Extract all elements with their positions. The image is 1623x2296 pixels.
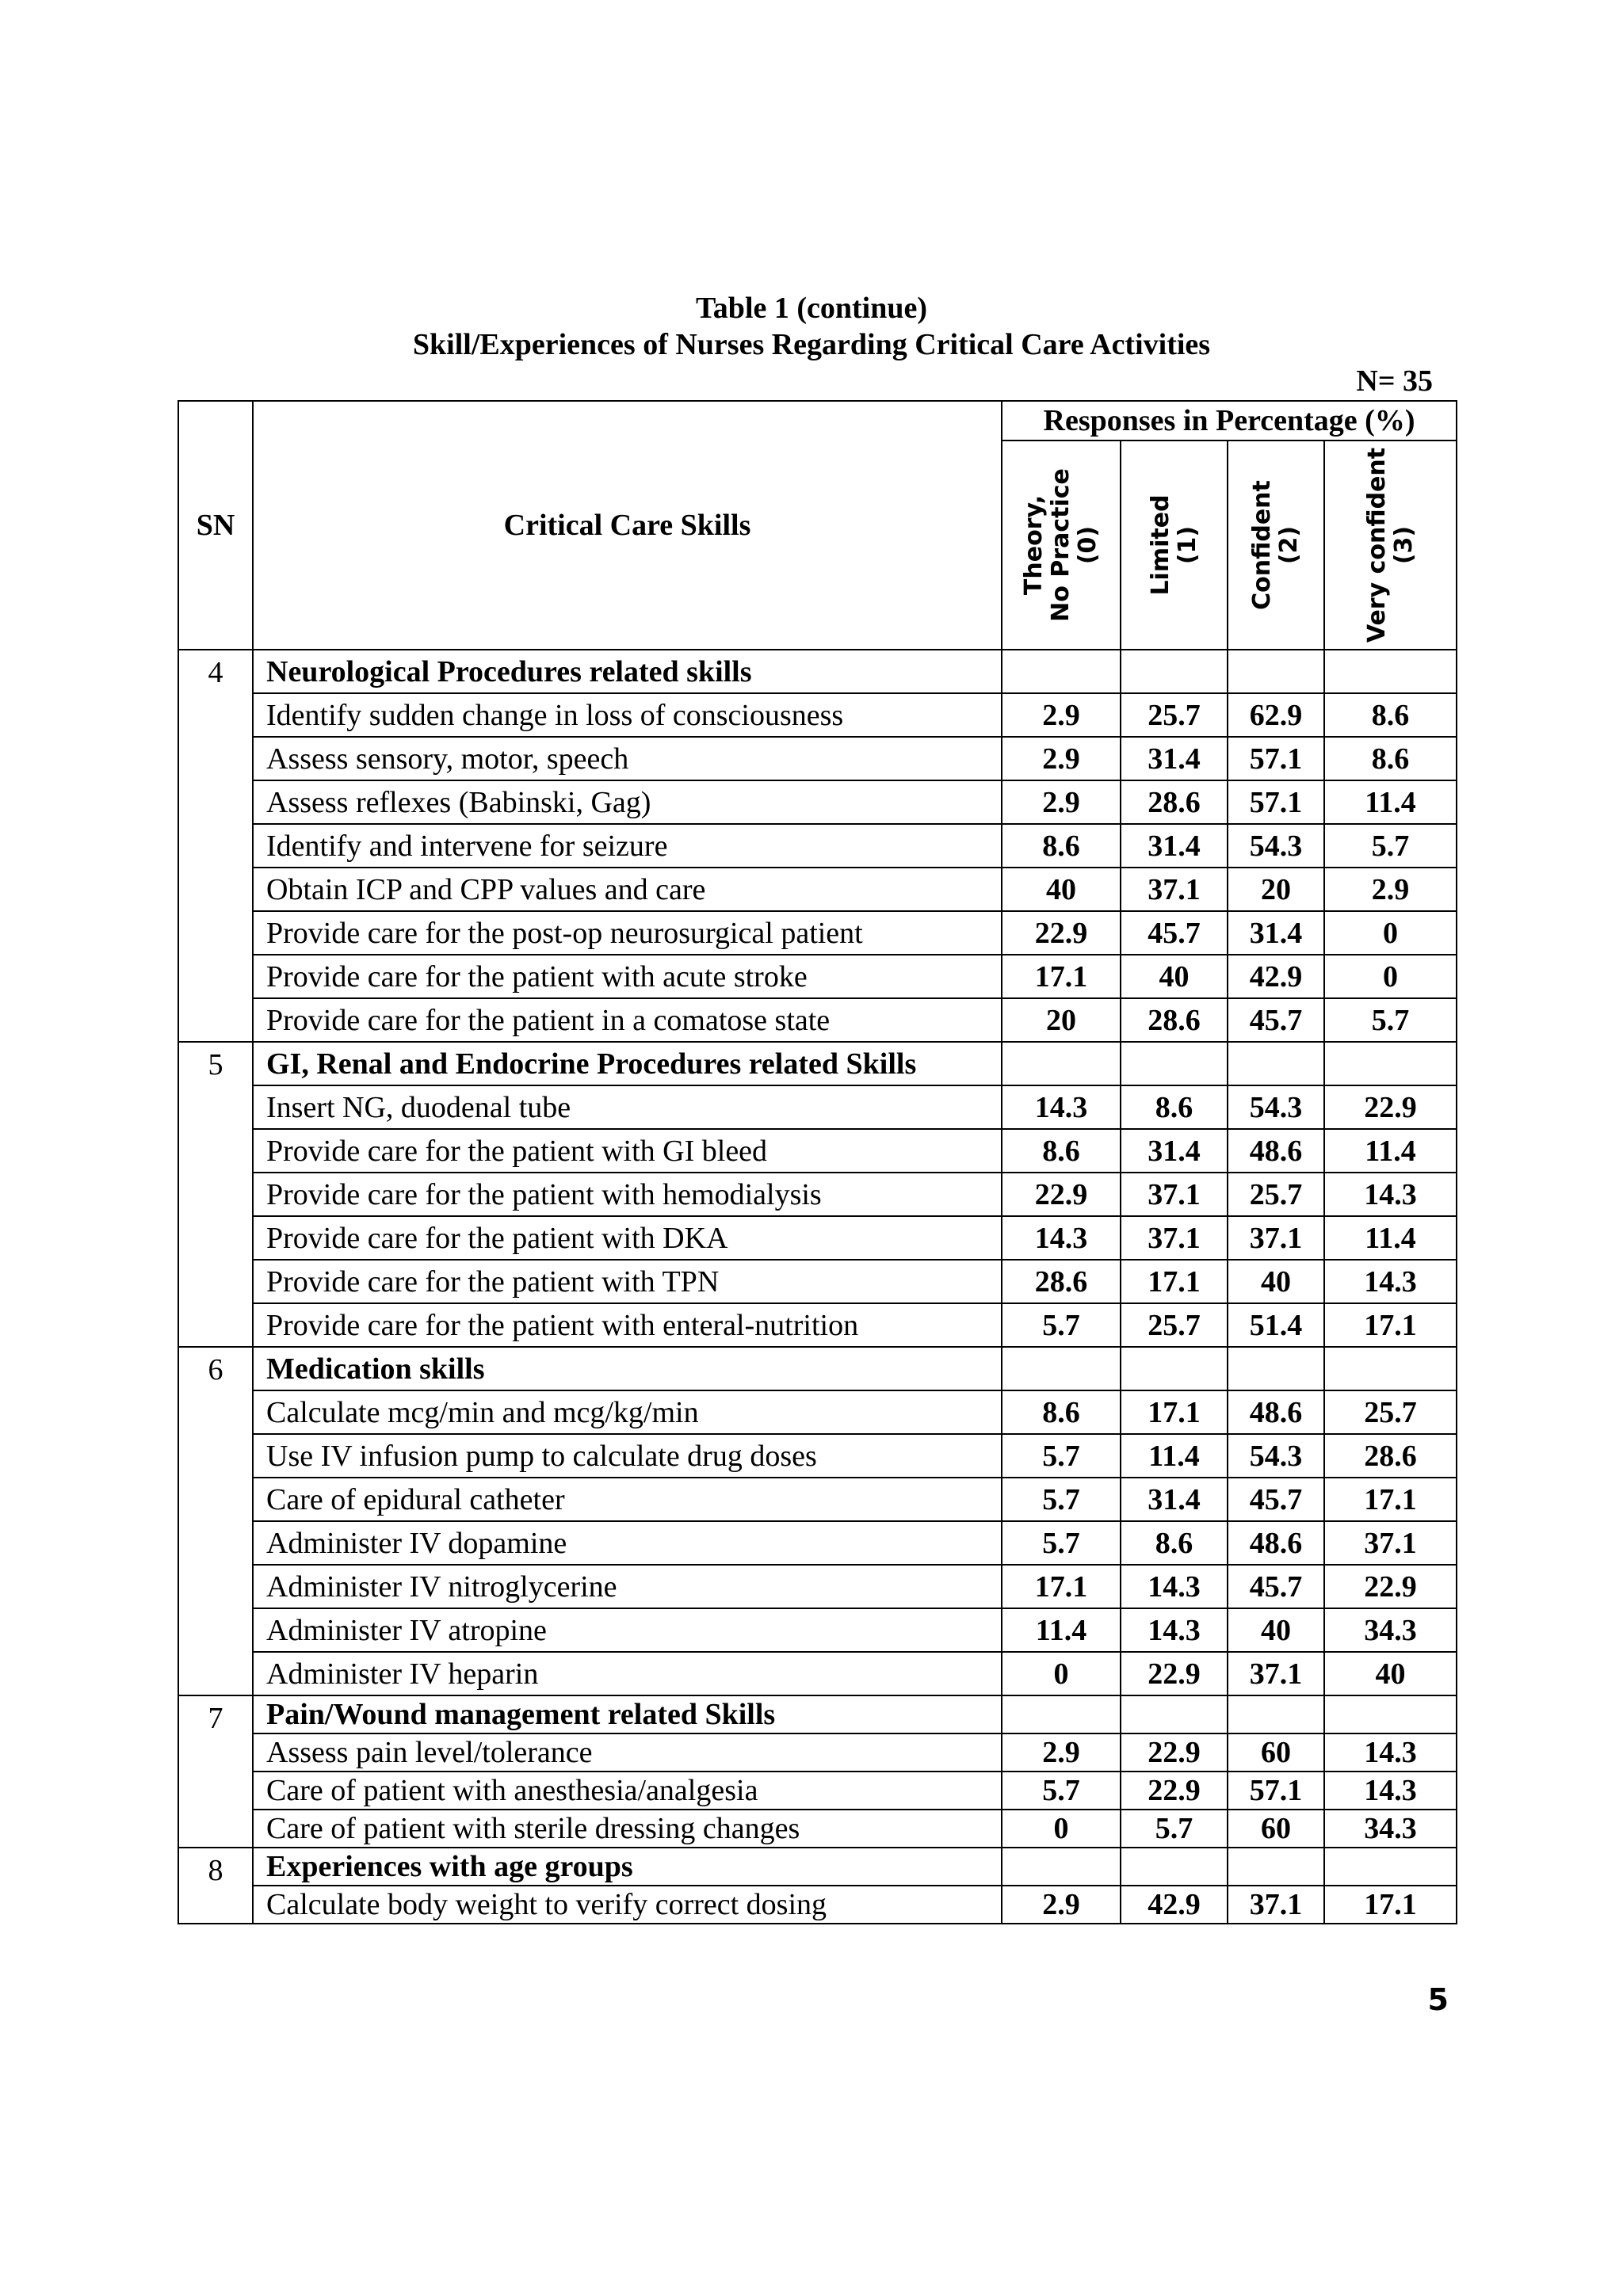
percentage-cell: 14.3 xyxy=(1324,1173,1457,1216)
percentage-cell: 37.1 xyxy=(1228,1652,1324,1695)
table-row xyxy=(178,911,1457,955)
skill-name: Provide care for the post-op neurosurgical patient xyxy=(253,911,1002,955)
percentage-cell: 28.6 xyxy=(1121,780,1228,824)
percentage-cell: 31.4 xyxy=(1121,1478,1228,1521)
percentage-cell: 11.4 xyxy=(1324,780,1457,824)
skill-name: Care of patient with anesthesia/analgesia xyxy=(253,1772,1002,1810)
percentage-cell: 54.3 xyxy=(1228,1434,1324,1478)
percentage-cell: 11.4 xyxy=(1121,1434,1228,1478)
percentage-cell: 28.6 xyxy=(1324,1434,1457,1478)
empty-cell xyxy=(1228,1848,1324,1886)
percentage-cell: 34.3 xyxy=(1324,1608,1457,1652)
empty-cell xyxy=(1121,1848,1228,1886)
percentage-cell: 5.7 xyxy=(1002,1772,1121,1810)
percentage-cell: 54.3 xyxy=(1228,824,1324,868)
table-row xyxy=(178,693,1457,737)
section-number: 8 xyxy=(178,1848,253,1924)
percentage-cell: 5.7 xyxy=(1002,1303,1121,1347)
percentage-cell: 57.1 xyxy=(1228,780,1324,824)
percentage-cell: 48.6 xyxy=(1228,1521,1324,1565)
percentage-cell: 22.9 xyxy=(1121,1772,1228,1810)
skill-name: Insert NG, duodenal tube xyxy=(253,1085,1002,1129)
percentage-cell: 17.1 xyxy=(1002,955,1121,998)
empty-cell xyxy=(1324,650,1457,693)
empty-cell xyxy=(1002,1042,1121,1085)
percentage-cell: 31.4 xyxy=(1121,824,1228,868)
skill-name: Provide care for the patient with hemodialysis xyxy=(253,1173,1002,1216)
percentage-cell: 48.6 xyxy=(1228,1129,1324,1173)
table-row xyxy=(178,1772,1457,1810)
percentage-cell: 22.9 xyxy=(1324,1085,1457,1129)
empty-cell xyxy=(1121,1695,1228,1733)
percentage-cell: 31.4 xyxy=(1121,1129,1228,1173)
table-row xyxy=(178,1085,1457,1129)
section-number: 6 xyxy=(178,1347,253,1695)
skill-name: Provide care for the patient with TPN xyxy=(253,1260,1002,1303)
table-row xyxy=(178,1129,1457,1173)
empty-cell xyxy=(1324,1347,1457,1390)
skill-name: Assess pain level/tolerance xyxy=(253,1733,1002,1772)
skills-table xyxy=(178,400,1457,1924)
percentage-cell: 37.1 xyxy=(1324,1521,1457,1565)
percentage-cell: 5.7 xyxy=(1121,1810,1228,1848)
percentage-cell: 22.9 xyxy=(1002,1173,1121,1216)
percentage-cell: 54.3 xyxy=(1228,1085,1324,1129)
percentage-cell: 57.1 xyxy=(1228,737,1324,780)
section-title: Experiences with age groups xyxy=(253,1848,1002,1886)
skill-name: Calculate mcg/min and mcg/kg/min xyxy=(253,1390,1002,1434)
col-header-line: (2) xyxy=(1275,525,1303,565)
empty-cell xyxy=(1121,1042,1228,1085)
percentage-cell: 60 xyxy=(1228,1810,1324,1848)
empty-cell xyxy=(1324,1042,1457,1085)
table-row xyxy=(178,1565,1457,1608)
percentage-cell: 57.1 xyxy=(1228,1772,1324,1810)
percentage-cell: 42.9 xyxy=(1121,1886,1228,1924)
table-row xyxy=(178,1434,1457,1478)
sn-header: SN xyxy=(178,401,253,650)
section-title: Pain/Wound management related Skills xyxy=(253,1695,1002,1733)
skill-name: Administer IV dopamine xyxy=(253,1521,1002,1565)
table-row xyxy=(178,737,1457,780)
table-row xyxy=(178,1260,1457,1303)
percentage-cell: 40 xyxy=(1324,1652,1457,1695)
percentage-cell: 14.3 xyxy=(1002,1216,1121,1260)
percentage-cell: 2.9 xyxy=(1002,780,1121,824)
percentage-cell: 5.7 xyxy=(1002,1478,1121,1521)
responses-header: Responses in Percentage (%) xyxy=(1002,401,1457,441)
percentage-cell: 2.9 xyxy=(1002,693,1121,737)
skill-name: Administer IV nitroglycerine xyxy=(253,1565,1002,1608)
percentage-cell: 31.4 xyxy=(1228,911,1324,955)
percentage-cell: 11.4 xyxy=(1324,1216,1457,1260)
percentage-cell: 5.7 xyxy=(1324,998,1457,1042)
percentage-cell: 40 xyxy=(1228,1608,1324,1652)
skill-name: Identify sudden change in loss of consciousness xyxy=(253,693,1002,737)
percentage-cell: 48.6 xyxy=(1228,1390,1324,1434)
col-header-line: No Practice xyxy=(1047,468,1075,622)
percentage-cell: 5.7 xyxy=(1324,824,1457,868)
table-row xyxy=(178,1886,1457,1924)
section-number: 7 xyxy=(178,1695,253,1848)
percentage-cell: 8.6 xyxy=(1002,824,1121,868)
table-row xyxy=(178,1521,1457,1565)
col-header-line: (3) xyxy=(1389,525,1418,565)
percentage-cell: 42.9 xyxy=(1228,955,1324,998)
table-row xyxy=(178,1216,1457,1260)
percentage-cell: 17.1 xyxy=(1121,1260,1228,1303)
empty-cell xyxy=(1002,650,1121,693)
skill-name: Care of epidural catheter xyxy=(253,1478,1002,1521)
percentage-cell: 45.7 xyxy=(1228,998,1324,1042)
percentage-cell: 37.1 xyxy=(1121,1216,1228,1260)
percentage-cell: 11.4 xyxy=(1324,1129,1457,1173)
percentage-cell: 17.1 xyxy=(1121,1390,1228,1434)
table-row xyxy=(178,1478,1457,1521)
skill-header: Critical Care Skills xyxy=(253,401,1002,650)
percentage-cell: 22.9 xyxy=(1121,1733,1228,1772)
table-row xyxy=(178,1390,1457,1434)
skill-name: Calculate body weight to verify correct dosing xyxy=(253,1886,1002,1924)
col-header-line: (0) xyxy=(1074,525,1102,565)
percentage-cell: 0 xyxy=(1324,911,1457,955)
empty-cell xyxy=(1228,650,1324,693)
percentage-cell: 20 xyxy=(1002,998,1121,1042)
section-row xyxy=(178,1042,1457,1085)
col-header-line: Theory, xyxy=(1020,494,1048,596)
percentage-cell: 20 xyxy=(1228,868,1324,911)
table-row xyxy=(178,1303,1457,1347)
col-header-line: Very confident xyxy=(1362,447,1391,643)
table-body xyxy=(178,650,1457,1924)
col-header-limited xyxy=(1121,441,1228,650)
skill-name: Administer IV atropine xyxy=(253,1608,1002,1652)
table-row xyxy=(178,1652,1457,1695)
section-row xyxy=(178,650,1457,693)
empty-cell xyxy=(1324,1695,1457,1733)
col-header-line: Confident xyxy=(1248,480,1276,610)
percentage-cell: 0 xyxy=(1002,1652,1121,1695)
col-header-line: (1) xyxy=(1173,525,1201,565)
percentage-cell: 17.1 xyxy=(1324,1303,1457,1347)
col-header-theory xyxy=(1002,441,1121,650)
percentage-cell: 22.9 xyxy=(1324,1565,1457,1608)
table-row xyxy=(178,1810,1457,1848)
percentage-cell: 5.7 xyxy=(1002,1434,1121,1478)
percentage-cell: 28.6 xyxy=(1002,1260,1121,1303)
empty-cell xyxy=(1121,650,1228,693)
percentage-cell: 28.6 xyxy=(1121,998,1228,1042)
percentage-cell: 45.7 xyxy=(1121,911,1228,955)
table-row xyxy=(178,1173,1457,1216)
percentage-cell: 14.3 xyxy=(1324,1733,1457,1772)
skill-name: Care of patient with sterile dressing changes xyxy=(253,1810,1002,1848)
skill-name: Provide care for the patient in a comatose state xyxy=(253,998,1002,1042)
percentage-cell: 14.3 xyxy=(1121,1608,1228,1652)
table-row xyxy=(178,998,1457,1042)
skill-name: Use IV infusion pump to calculate drug doses xyxy=(253,1434,1002,1478)
percentage-cell: 17.1 xyxy=(1002,1565,1121,1608)
percentage-cell: 8.6 xyxy=(1324,737,1457,780)
skill-name: Provide care for the patient with GI bleed xyxy=(253,1129,1002,1173)
percentage-cell: 31.4 xyxy=(1121,737,1228,780)
section-title: Medication skills xyxy=(253,1347,1002,1390)
percentage-cell: 22.9 xyxy=(1002,911,1121,955)
table-row xyxy=(178,1608,1457,1652)
skill-name: Assess sensory, motor, speech xyxy=(253,737,1002,780)
percentage-cell: 2.9 xyxy=(1002,1733,1121,1772)
table-row xyxy=(178,868,1457,911)
percentage-cell: 2.9 xyxy=(1002,737,1121,780)
empty-cell xyxy=(1002,1695,1121,1733)
percentage-cell: 17.1 xyxy=(1324,1886,1457,1924)
percentage-cell: 37.1 xyxy=(1228,1886,1324,1924)
empty-cell xyxy=(1121,1347,1228,1390)
percentage-cell: 25.7 xyxy=(1121,693,1228,737)
table-caption: Table 1 (continue) xyxy=(695,292,928,325)
percentage-cell: 14.3 xyxy=(1324,1260,1457,1303)
section-number: 5 xyxy=(178,1042,253,1347)
percentage-cell: 34.3 xyxy=(1324,1810,1457,1848)
percentage-cell: 5.7 xyxy=(1002,1521,1121,1565)
table-title: Skill/Experiences of Nurses Regarding Critical Care Activities xyxy=(412,328,1211,361)
section-row xyxy=(178,1848,1457,1886)
percentage-cell: 25.7 xyxy=(1121,1303,1228,1347)
skill-name: Provide care for the patient with DKA xyxy=(253,1216,1002,1260)
percentage-cell: 25.7 xyxy=(1228,1173,1324,1216)
section-title: GI, Renal and Endocrine Procedures related Skills xyxy=(253,1042,1002,1085)
col-header-confident xyxy=(1228,441,1324,650)
skill-name: Identify and intervene for seizure xyxy=(253,824,1002,868)
percentage-cell: 2.9 xyxy=(1324,868,1457,911)
percentage-cell: 11.4 xyxy=(1002,1608,1121,1652)
percentage-cell: 0 xyxy=(1002,1810,1121,1848)
percentage-cell: 22.9 xyxy=(1121,1652,1228,1695)
percentage-cell: 2.9 xyxy=(1002,1886,1121,1924)
empty-cell xyxy=(1228,1347,1324,1390)
percentage-cell: 8.6 xyxy=(1121,1521,1228,1565)
page-number: 5 xyxy=(1427,1982,1449,2017)
percentage-cell: 40 xyxy=(1228,1260,1324,1303)
percentage-cell: 8.6 xyxy=(1002,1390,1121,1434)
table-row xyxy=(178,824,1457,868)
percentage-cell: 40 xyxy=(1002,868,1121,911)
empty-cell xyxy=(1002,1347,1121,1390)
section-row xyxy=(178,1347,1457,1390)
section-number: 4 xyxy=(178,650,253,1042)
empty-cell xyxy=(1228,1695,1324,1733)
skill-name: Assess reflexes (Babinski, Gag) xyxy=(253,780,1002,824)
col-header-very-confident xyxy=(1324,441,1457,650)
empty-cell xyxy=(1228,1042,1324,1085)
section-title: Neurological Procedures related skills xyxy=(253,650,1002,693)
skill-name: Provide care for the patient with enteral-nutrition xyxy=(253,1303,1002,1347)
percentage-cell: 14.3 xyxy=(1121,1565,1228,1608)
table-row xyxy=(178,955,1457,998)
percentage-cell: 37.1 xyxy=(1121,868,1228,911)
sample-size: N= 35 xyxy=(1356,364,1433,398)
skill-name: Obtain ICP and CPP values and care xyxy=(253,868,1002,911)
percentage-cell: 51.4 xyxy=(1228,1303,1324,1347)
percentage-cell: 8.6 xyxy=(1121,1085,1228,1129)
percentage-cell: 14.3 xyxy=(1324,1772,1457,1810)
col-header-line: Limited xyxy=(1146,494,1174,596)
percentage-cell: 60 xyxy=(1228,1733,1324,1772)
section-row xyxy=(178,1695,1457,1733)
percentage-cell: 40 xyxy=(1121,955,1228,998)
percentage-cell: 37.1 xyxy=(1121,1173,1228,1216)
skill-name: Provide care for the patient with acute stroke xyxy=(253,955,1002,998)
percentage-cell: 0 xyxy=(1324,955,1457,998)
percentage-cell: 8.6 xyxy=(1002,1129,1121,1173)
empty-cell xyxy=(1002,1848,1121,1886)
percentage-cell: 45.7 xyxy=(1228,1478,1324,1521)
table-row xyxy=(178,780,1457,824)
percentage-cell: 37.1 xyxy=(1228,1216,1324,1260)
percentage-cell: 8.6 xyxy=(1324,693,1457,737)
percentage-cell: 45.7 xyxy=(1228,1565,1324,1608)
percentage-cell: 14.3 xyxy=(1002,1085,1121,1129)
skill-name: Administer IV heparin xyxy=(253,1652,1002,1695)
percentage-cell: 17.1 xyxy=(1324,1478,1457,1521)
percentage-cell: 62.9 xyxy=(1228,693,1324,737)
empty-cell xyxy=(1324,1848,1457,1886)
percentage-cell: 25.7 xyxy=(1324,1390,1457,1434)
table-row xyxy=(178,1733,1457,1772)
